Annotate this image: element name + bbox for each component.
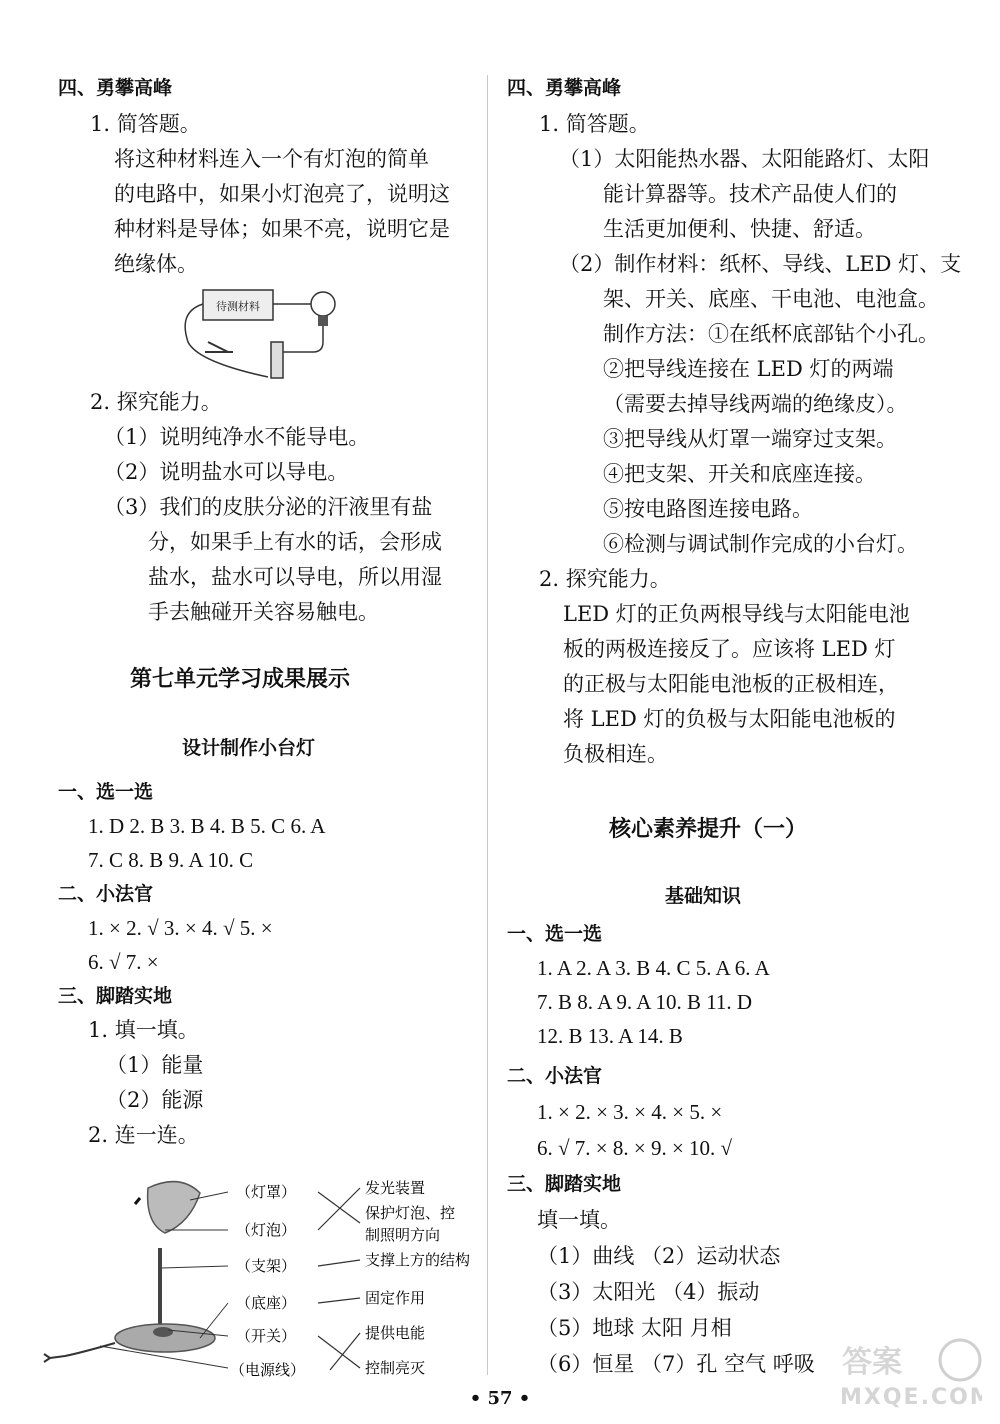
bulb-base: [318, 316, 328, 326]
lamp-function-label: 提供电能: [365, 1324, 426, 1342]
left-q2-line: 手去触碰开关容易触电。: [148, 600, 379, 624]
right-q2-line: LED 灯的正负两根导线与太阳能电池: [563, 602, 910, 626]
right-q1-line: ③把导线从灯罩一端穿过支架。: [603, 427, 897, 451]
right-q1-line: ②把导线连接在 LED 灯的两端: [603, 357, 894, 381]
left-q2-line: （3）我们的皮肤分泌的汗液里有盐: [104, 495, 433, 519]
lamp-function-label: 制照明方向: [365, 1226, 441, 1244]
left-section2-title: 二、小法官: [58, 883, 154, 905]
left-fill-line: 2. 连一连。: [88, 1123, 199, 1147]
right-choice-answers: 12. B 13. A 14. B: [537, 1024, 683, 1048]
lamp-part-label: （支架）: [236, 1257, 297, 1275]
lamp-part-label: （灯泡）: [236, 1221, 297, 1239]
page-number: • 57 •: [469, 1388, 531, 1409]
left-q2-line: （2）说明盐水可以导电。: [104, 460, 349, 484]
column-divider: [487, 75, 488, 1375]
lamp-part-label: （底座）: [236, 1294, 297, 1312]
lamp-function-label: 固定作用: [365, 1289, 426, 1307]
right-q1-line: （2）制作材料：纸杯、导线、LED 灯、支: [559, 252, 962, 276]
left-judge-answers: 1. × 2. √ 3. × 4. √ 5. ×: [88, 916, 273, 940]
right-choice-answers: 7. B 8. A 9. A 10. B 11. D: [537, 990, 753, 1014]
right-q1-line: （需要去掉导线两端的绝缘皮）。: [603, 392, 908, 416]
test-material-label: 待测材料: [216, 300, 260, 313]
right-q1-label: 1. 简答题。: [539, 112, 650, 136]
right-fill-line: （1）曲线 （2）运动状态: [537, 1244, 781, 1268]
lamp-function-label: 支撑上方的结构: [365, 1251, 471, 1269]
left-q1-label: 1. 简答题。: [90, 112, 201, 136]
right-section3-title: 三、脚踏实地: [507, 1173, 622, 1195]
left-section3-title: 三、脚踏实地: [58, 985, 173, 1007]
right-fill-line: （3）太阳光 （4）振动: [537, 1280, 760, 1304]
left-choice-answers: 7. C 8. B 9. A 10. C: [88, 848, 254, 872]
left-q2-line: 分，如果手上有水的话，会形成: [148, 530, 442, 554]
left-choice-answers: 1. D 2. B 3. B 4. B 5. C 6. A: [88, 814, 326, 838]
right-subtitle: 基础知识: [665, 885, 742, 907]
right-q2-line: 负极相连。: [563, 742, 668, 766]
left-q2-label: 2. 探究能力。: [90, 390, 222, 414]
right-q2-label: 2. 探究能力。: [539, 567, 671, 591]
left-q1-line: 将这种材料连入一个有灯泡的简单: [114, 147, 429, 171]
left-q2-line: 盐水，盐水可以导电，所以用湿: [148, 565, 442, 589]
left-section4-title: 四、勇攀高峰: [58, 77, 173, 99]
left-q1-line: 的电路中，如果小灯泡亮了，说明这: [114, 182, 450, 206]
right-judge-answers: 6. √ 7. × 8. × 9. × 10. √: [537, 1136, 733, 1160]
lamp-function-label: 控制亮灭: [365, 1359, 426, 1377]
left-subtitle: 设计制作小台灯: [182, 737, 316, 759]
right-unit-title: 核心素养提升（一）: [609, 817, 808, 842]
right-q1-line: 能计算器等。技术产品使人们的: [603, 182, 897, 206]
svg-text:答案: 答案: [842, 1345, 902, 1380]
right-fill-line: 填一填。: [537, 1208, 621, 1232]
left-fill-line: 1. 填一填。: [88, 1018, 199, 1042]
right-q1-line: 制作方法：①在纸杯底部钻个小孔。: [603, 322, 939, 346]
power-cord-icon: [50, 1343, 115, 1358]
right-judge-answers: 1. × 2. × 3. × 4. × 5. ×: [537, 1100, 723, 1124]
right-q1-line: 生活更加便利、快捷、舒适。: [603, 217, 876, 241]
right-q1-line: （1）太阳能热水器、太阳能路灯、太阳: [559, 147, 930, 171]
left-q1-line: 绝缘体。: [114, 252, 198, 276]
left-q2-line: （1）说明纯净水不能导电。: [104, 425, 370, 449]
right-q2-line: 的正极与太阳能电池板的正极相连，: [563, 672, 899, 696]
circuit-diagram: [173, 282, 353, 392]
right-fill-line: （6）恒星 （7）孔 空气 呼吸: [537, 1352, 815, 1376]
right-fill-line: （5）地球 太阳 月相: [537, 1316, 732, 1340]
left-fill-line: （1）能量: [106, 1053, 204, 1077]
left-judge-answers: 6. √ 7. ×: [88, 950, 159, 974]
switch-icon: [205, 342, 233, 352]
lamp-matching-diagram: [40, 1168, 480, 1378]
right-choice-answers: 1. A 2. A 3. B 4. C 5. A 6. A: [537, 956, 770, 980]
lamp-shade-icon: [148, 1182, 200, 1233]
bulb-icon: [311, 292, 335, 316]
right-q1-line: ⑥检测与调试制作完成的小台灯。: [603, 532, 918, 556]
right-q2-line: 板的两极连接反了。应该将 LED 灯: [563, 637, 896, 661]
right-q1-line: ④把支架、开关和底座连接。: [603, 462, 876, 486]
lamp-part-label: （电源线）: [230, 1361, 306, 1378]
right-q1-line: ⑤按电路图连接电路。: [603, 497, 813, 521]
lamp-part-label: （灯罩）: [236, 1183, 297, 1201]
left-q1-line: 种材料是导体；如果不亮，说明它是: [114, 217, 450, 241]
left-section1-title: 一、选一选: [58, 781, 154, 803]
right-q1-line: 架、开关、底座、干电池、电池盒。: [603, 287, 939, 311]
lamp-function-label: 发光装置: [365, 1179, 426, 1197]
right-q2-line: 将 LED 灯的负极与太阳能电池板的: [563, 707, 896, 731]
right-section1-title: 一、选一选: [507, 923, 603, 945]
lamp-part-label: （开关）: [236, 1327, 297, 1345]
lamp-switch-icon: [153, 1327, 173, 1337]
right-section4-title: 四、勇攀高峰: [507, 77, 622, 99]
lamp-function-label: 保护灯泡、控: [365, 1204, 456, 1222]
right-section2-title: 二、小法官: [507, 1065, 603, 1087]
svg-text:MXQE.COM: MXQE.COM: [840, 1385, 982, 1410]
battery-icon: [271, 342, 283, 378]
left-fill-line: （2）能源: [106, 1088, 204, 1112]
left-unit-title: 第七单元学习成果展示: [130, 667, 351, 692]
